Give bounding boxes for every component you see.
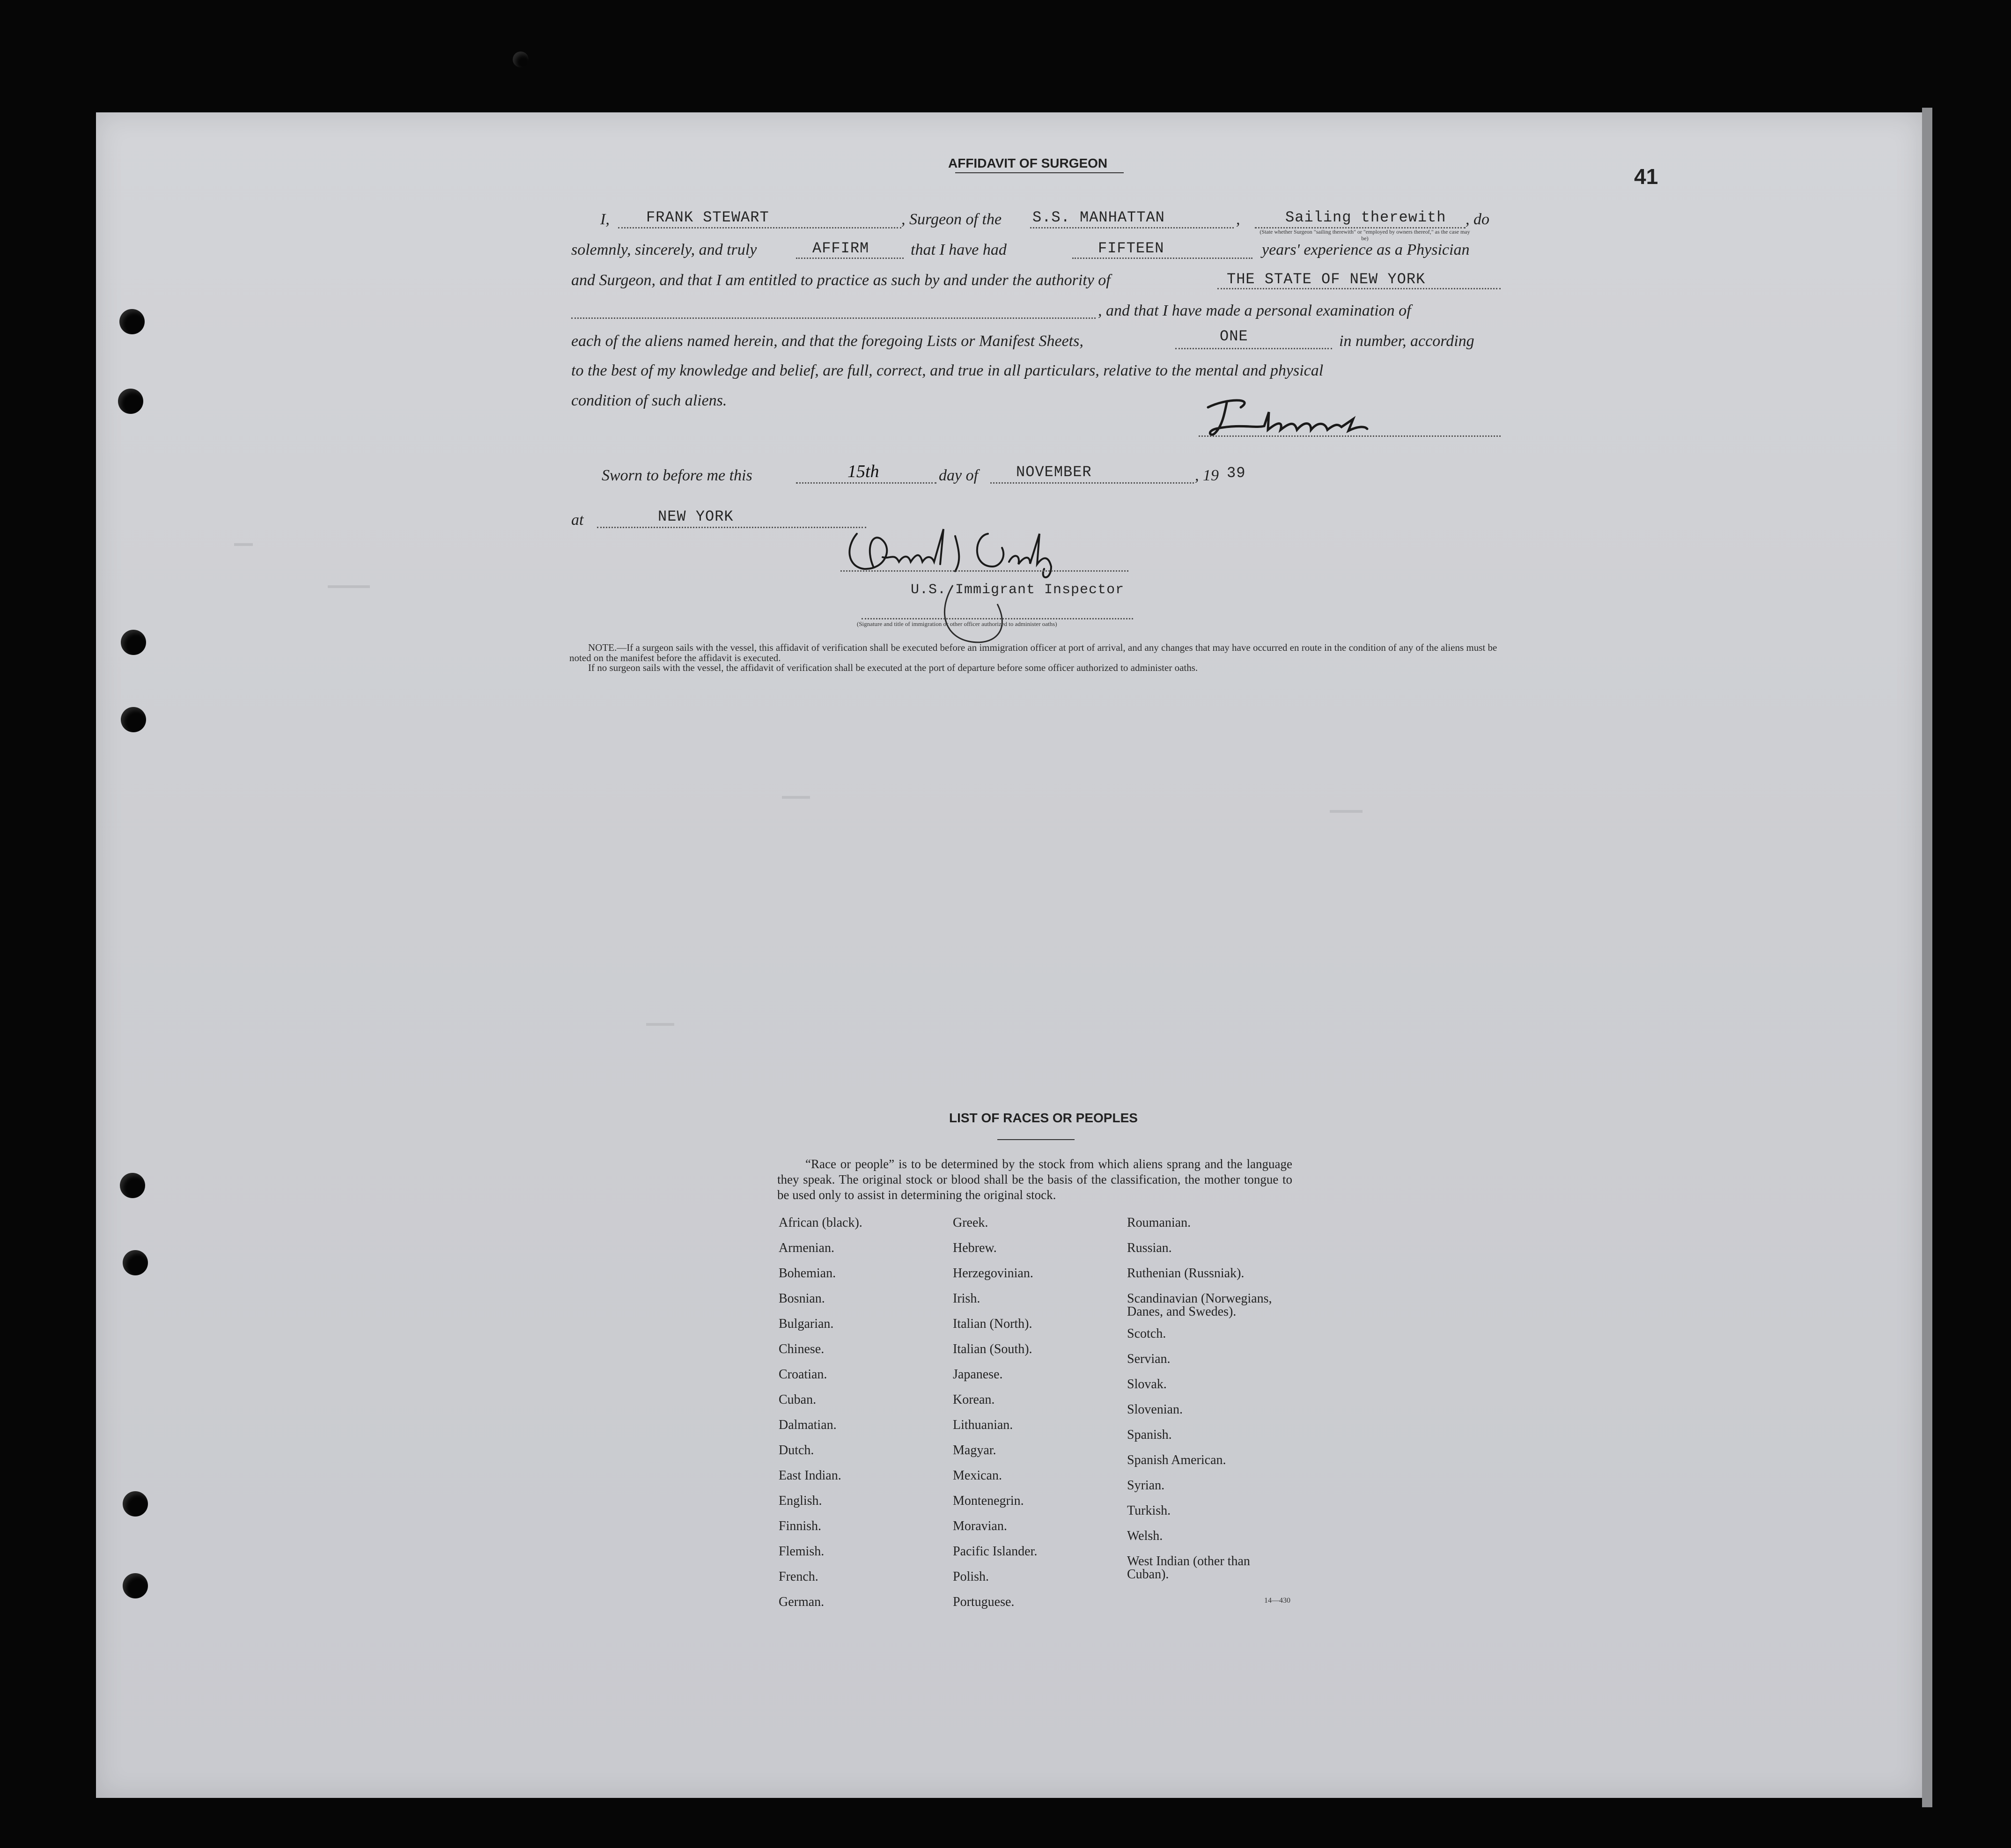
line4-text: , and that I have made a personal examination of — [1098, 302, 1411, 319]
month-value: NOVEMBER — [1016, 464, 1092, 481]
race-item: Cuban. — [779, 1392, 817, 1407]
inspector-signature-line — [840, 570, 1128, 572]
race-item: Italian (North). — [953, 1317, 1032, 1331]
city-value: NEW YORK — [658, 508, 734, 525]
binder-hole — [123, 1491, 148, 1517]
form-code: 14—430 — [1264, 1597, 1290, 1605]
vessel-value: S.S. MANHATTAN — [1032, 209, 1165, 226]
bleed-through-mark — [782, 796, 810, 799]
binder-hole — [123, 1573, 148, 1598]
race-item: Slovak. — [1127, 1377, 1167, 1392]
sheets-line — [1175, 348, 1332, 349]
sheets-value: ONE — [1220, 328, 1248, 345]
bleed-through-mark — [646, 1023, 674, 1026]
line3-text: and Surgeon, and that I am entitled to practice as such by and under the authority of — [571, 272, 1111, 289]
at-label: at — [571, 511, 584, 529]
years-value: FIFTEEN — [1098, 240, 1164, 257]
comma-label: , — [1236, 211, 1240, 228]
vessel-line — [1030, 227, 1234, 228]
race-item: Russian. — [1127, 1241, 1172, 1255]
race-item: Portuguese. — [953, 1595, 1015, 1609]
race-item: Roumanian. — [1127, 1215, 1191, 1230]
years-line — [1072, 258, 1252, 259]
races-column-1 — [779, 1210, 862, 1615]
binder-hole — [121, 707, 146, 732]
day-value: 15th — [847, 462, 879, 481]
line2-text-c: years' experience as a Physician — [1262, 241, 1470, 258]
binder-hole — [120, 1173, 145, 1198]
race-item: Pacific Islander. — [953, 1544, 1038, 1559]
note-no-surgeon: If no surgeon sails with the vessel, the affidavit of verification shall be executed at the port of departure before some officer authorized to administer oaths. — [588, 662, 1198, 673]
race-item: Finnish. — [779, 1519, 822, 1533]
race-item: Bosnian. — [779, 1291, 825, 1306]
year-value: 39 — [1227, 464, 1246, 482]
binder-hole — [118, 389, 143, 414]
race-item: African (black). — [779, 1215, 862, 1230]
title-underline — [955, 172, 1124, 173]
races-title-underline — [997, 1139, 1075, 1140]
binder-hole — [121, 630, 146, 655]
oath-line — [796, 258, 904, 259]
race-item: Irish. — [953, 1291, 980, 1306]
status-value: Sailing therewith — [1285, 209, 1446, 226]
inspector-title-line — [862, 618, 1133, 619]
race-item: Scotch. — [1127, 1326, 1166, 1341]
races-title: LIST OF RACES OR PEOPLES — [949, 1111, 1138, 1125]
race-item: Welsh. — [1127, 1529, 1163, 1543]
race-item: Armenian. — [779, 1241, 834, 1255]
authority-line — [1217, 288, 1501, 289]
page-number: 41 — [1634, 164, 1658, 189]
binder-hole — [513, 52, 529, 67]
binder-hole — [119, 309, 145, 334]
line5-text-a: each of the aliens named herein, and that the foregoing Lists or Manifest Sheets, — [571, 332, 1083, 350]
race-item: Herzegovinian. — [953, 1266, 1033, 1281]
race-item: Slovenian. — [1127, 1402, 1183, 1417]
sworn-text-b: day of — [939, 467, 979, 484]
races-intro: “Race or people” is to be determined by the stock from which aliens sprang and the language they speak. The original stock or blood shall be the basis of the classification, the mother tongue to be used only to assist in determining the original stock. — [777, 1157, 1292, 1202]
note-surgeon-sails: NOTE.—If a surgeon sails with the vessel, this affidavit of verification shall be executed before an immigration officer at port of arrival, and any changes that may have occurred en route in the condition of any of the aliens must be noted on the manifest before the affidavit is executed. — [569, 642, 1497, 663]
line7-text: condition of such aliens. — [571, 392, 727, 409]
race-item: Korean. — [953, 1392, 995, 1407]
race-item: Hebrew. — [953, 1241, 997, 1255]
signature-caption: (Signature and title of immigration or other officer authorized to administer oaths) — [857, 620, 1057, 627]
race-item: Moravian. — [953, 1519, 1007, 1533]
race-item: Syrian. — [1127, 1478, 1165, 1493]
sworn-text-a: Sworn to before me this — [602, 467, 752, 484]
race-item: Spanish American. — [1127, 1453, 1226, 1467]
race-item: Spanish. — [1127, 1428, 1172, 1442]
line2-text-b: that I have had — [911, 241, 1007, 258]
line5-text-b: in number, according — [1339, 332, 1474, 350]
race-item: French. — [779, 1569, 818, 1584]
race-item: East Indian. — [779, 1468, 841, 1483]
binder-hole — [123, 1250, 148, 1275]
bleed-through-mark — [328, 585, 370, 588]
month-line — [990, 482, 1194, 484]
do-label: , do — [1466, 211, 1489, 228]
race-item: Italian (South). — [953, 1342, 1032, 1356]
race-item: Bulgarian. — [779, 1317, 834, 1331]
bleed-through-mark — [1330, 810, 1363, 813]
race-item: Magyar. — [953, 1443, 996, 1458]
races-column-3 — [1127, 1210, 1305, 1581]
city-line — [597, 527, 866, 528]
line2-text-a: solemnly, sincerely, and truly — [571, 241, 757, 258]
race-item: English. — [779, 1494, 822, 1508]
race-item: Lithuanian. — [953, 1418, 1013, 1432]
affidavit-title: AFFIDAVIT OF SURGEON — [948, 156, 1108, 170]
authority-continued-line — [571, 317, 1096, 319]
surgeon-signature-line — [1199, 435, 1501, 437]
race-item: Turkish. — [1127, 1503, 1171, 1518]
race-item: German. — [779, 1595, 825, 1609]
surgeon-signature — [1199, 393, 1414, 445]
surgeon-name-value: FRANK STEWART — [646, 209, 769, 226]
race-item: Dalmatian. — [779, 1418, 837, 1432]
race-item: Bohemian. — [779, 1266, 836, 1281]
oath-value: AFFIRM — [812, 240, 869, 257]
race-item: Servian. — [1127, 1352, 1171, 1366]
race-item: Chinese. — [779, 1342, 825, 1356]
race-item: Ruthenian (Russniak). — [1127, 1266, 1245, 1281]
race-item: Mexican. — [953, 1468, 1002, 1483]
year-prefix: , 19 — [1195, 467, 1219, 484]
day-line — [796, 482, 936, 484]
surgeon-of-label: , Surgeon of the — [901, 211, 1002, 228]
line6-text: to the best of my knowledge and belief, are full, correct, and true in all particulars, relative to the mental and physical — [571, 362, 1324, 379]
bleed-through-mark — [234, 543, 253, 546]
i-label: I, — [600, 211, 610, 228]
race-item: West Indian (other than Cuban). — [1127, 1554, 1250, 1582]
surgeon-name-line — [618, 227, 901, 228]
race-item: Polish. — [953, 1569, 989, 1584]
race-item: Montenegrin. — [953, 1494, 1024, 1508]
sheet-edge — [1922, 108, 1932, 1807]
race-item: Dutch. — [779, 1443, 814, 1458]
race-item: Japanese. — [953, 1367, 1003, 1382]
races-column-2 — [953, 1210, 1037, 1615]
status-note: (State whether Surgeon "sailing therewith" or "employed by owners thereof," as the case may be) — [1260, 228, 1470, 242]
race-item: Greek. — [953, 1215, 988, 1230]
race-item: Scandinavian (Norwegians, Danes, and Swedes). — [1127, 1291, 1272, 1319]
race-item: Croatian. — [779, 1367, 827, 1382]
inspector-title: U.S. Immigrant Inspector — [911, 582, 1125, 598]
authority-value: THE STATE OF NEW YORK — [1227, 271, 1426, 288]
race-item: Flemish. — [779, 1544, 825, 1559]
